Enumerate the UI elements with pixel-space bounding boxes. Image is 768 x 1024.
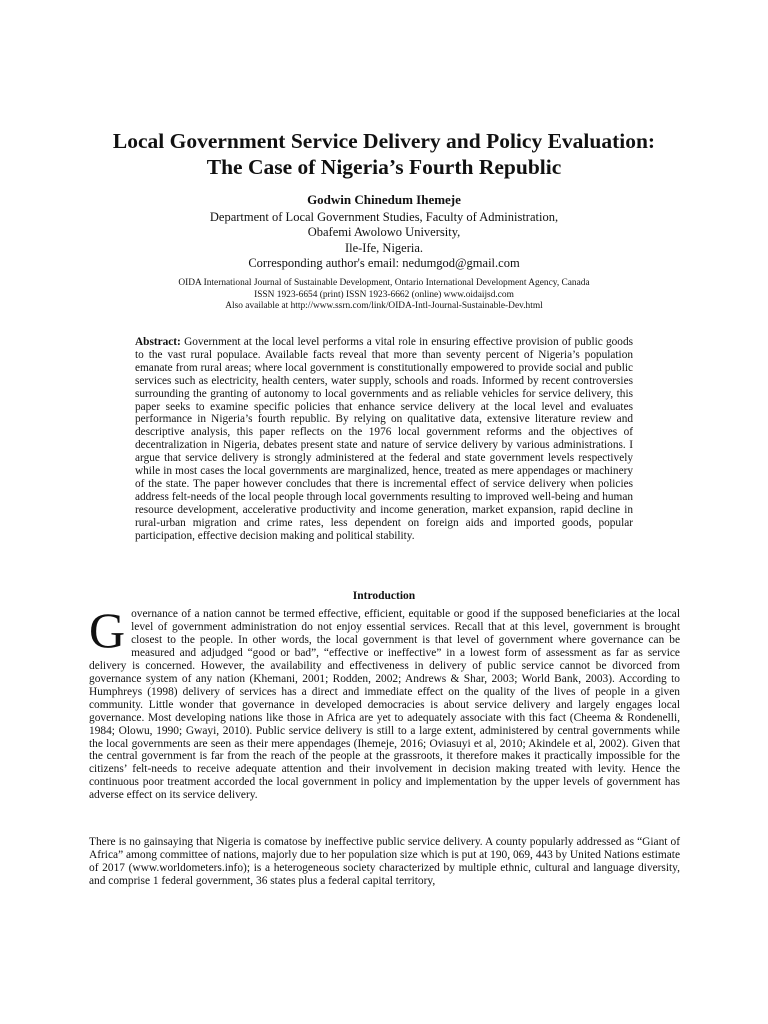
journal-issn: ISSN 1923-6654 (print) ISSN 1923-6662 (online) www.oidaijsd.com [254,289,514,300]
introduction-paragraph-2: There is no gainsaying that Nigeria is comatose by ineffective public service delivery. A county popularly addressed as “Giant of Africa” among committee of nations, majorly due to her population size which is put at 190, 069, 443 by United Nations estimate of 2017 (www.worldometers.info); is a heterogeneous society characterized by multiple ethnic, cultural and language diversity, and comprise 1 federal government, 36 states plus a federal capital territory, [89,836,680,887]
author-block [60,192,708,272]
author-university: Obafemi Awolowo University, [307,225,461,239]
introduction-heading: Introduction [352,590,416,602]
abstract [135,336,633,543]
abstract-label: Abstract: [135,336,181,348]
author-email: Corresponding author's email: nedumgod@gmail.com [248,256,520,270]
paper-title [60,128,708,180]
introduction-paragraph-1-text: overnance of a nation cannot be termed effective, efficient, equitable or good if the supposed beneficiaries at the local level of government administration do not enjoy essential services. Recall that at this level, government is brought closest to the people. In other words, the local government is that level of government where governance can be measured and adjudged “good or bad”, “effective or ineffective” in a lowest form of assessment as far as service delivery is concerned. However, the availability and effectiveness in delivery of public service cannot be divorced from governance system of any nation (Khemani, 2001; Rodden, 2002; Andrews & Shar, 2003; World Bank, 2003). According to Humphreys (1998) delivery of services has a direct and immediate effect on the quality of the lives of people in a given community. Little wonder that governance in developed democracies is about service delivery and largely engages local governance. Most developing nations like those in Africa are yet to adequately associate with this fact (Cheema & Rondenelli, 1984; Olowu, 1990; Gwayi, 2010). Public service delivery is still to a large extent, administered by central governments while the local governments are seen as their mere appendages (Ihemeje, 2016; Oviasuyi et al, 2010; Akindele et al, 2002). Given that the central government is far from the reach of the people at the grassroots, it therefore makes it practically impossible for the citizens’ felt-needs to receive adequate attention and their involvement in decision making treated with levity. Hence the continuous poor treatment accorded the local government in policy and implementation by the upper levels of government has adverse effect on its service delivery. [89,608,680,802]
introduction-paragraph-1 [89,602,680,802]
title-line-2: The Case of Nigeria’s Fourth Republic [206,155,562,179]
title-line-1: Local Government Service Delivery and Policy Evaluation: [112,129,656,153]
journal-name: OIDA International Journal of Sustainable Development, Ontario International Development Agency, Canada [178,278,590,288]
author-name: Godwin Chinedum Ihemeje [307,192,461,207]
abstract-text: Government at the local level performs a vital role in ensuring effective provision of public goods to the vast rural populace. Available facts reveal that more than seventy percent of Nigeria’s population emanate from rural areas; where local government is constitutionally empowered to provide social and public services such as electricity, health centers, water supply, schools and roads. Informed by recent controversies surrounding the granting of autonomy to local governments and as reliable vehicles for service delivery, this paper seeks to examine specific policies that enhance service delivery at the local level and evaluates performance in Nigeria’s fourth republic. By relying on qualitative data, extensive literature review and descriptive analysis, this paper reflects on the 1976 local government reforms and the objectives of decentralization in Nigeria, debates present state and nature of service delivery by various administrations. I argue that service delivery is strongly administered at the federal and state government levels respectively while in most cases the local governments are marginalized, hence, treated as mere appendages or machinery of the state. The paper however concludes that there is incremental effect of service delivery when policies address felt-needs of the local people through local governments resulting to improved well-being and human resource development, accelerative productivity and income generation, market expansion, rapid decline in rural-urban migration and crime rates, less dependent on foreign aids and imported goods, popular participation, effective decision making and political stability. [135,336,633,542]
author-department: Department of Local Government Studies, Faculty of Administration, [209,209,559,224]
drop-cap: G [89,602,126,658]
journal-info [60,278,708,313]
author-location: Ile-Ife, Nigeria. [344,240,424,255]
journal-link: Also available at http://www.ssrn.com/link/OIDA-Intl-Journal-Sustainable-Dev.html [225,301,543,311]
